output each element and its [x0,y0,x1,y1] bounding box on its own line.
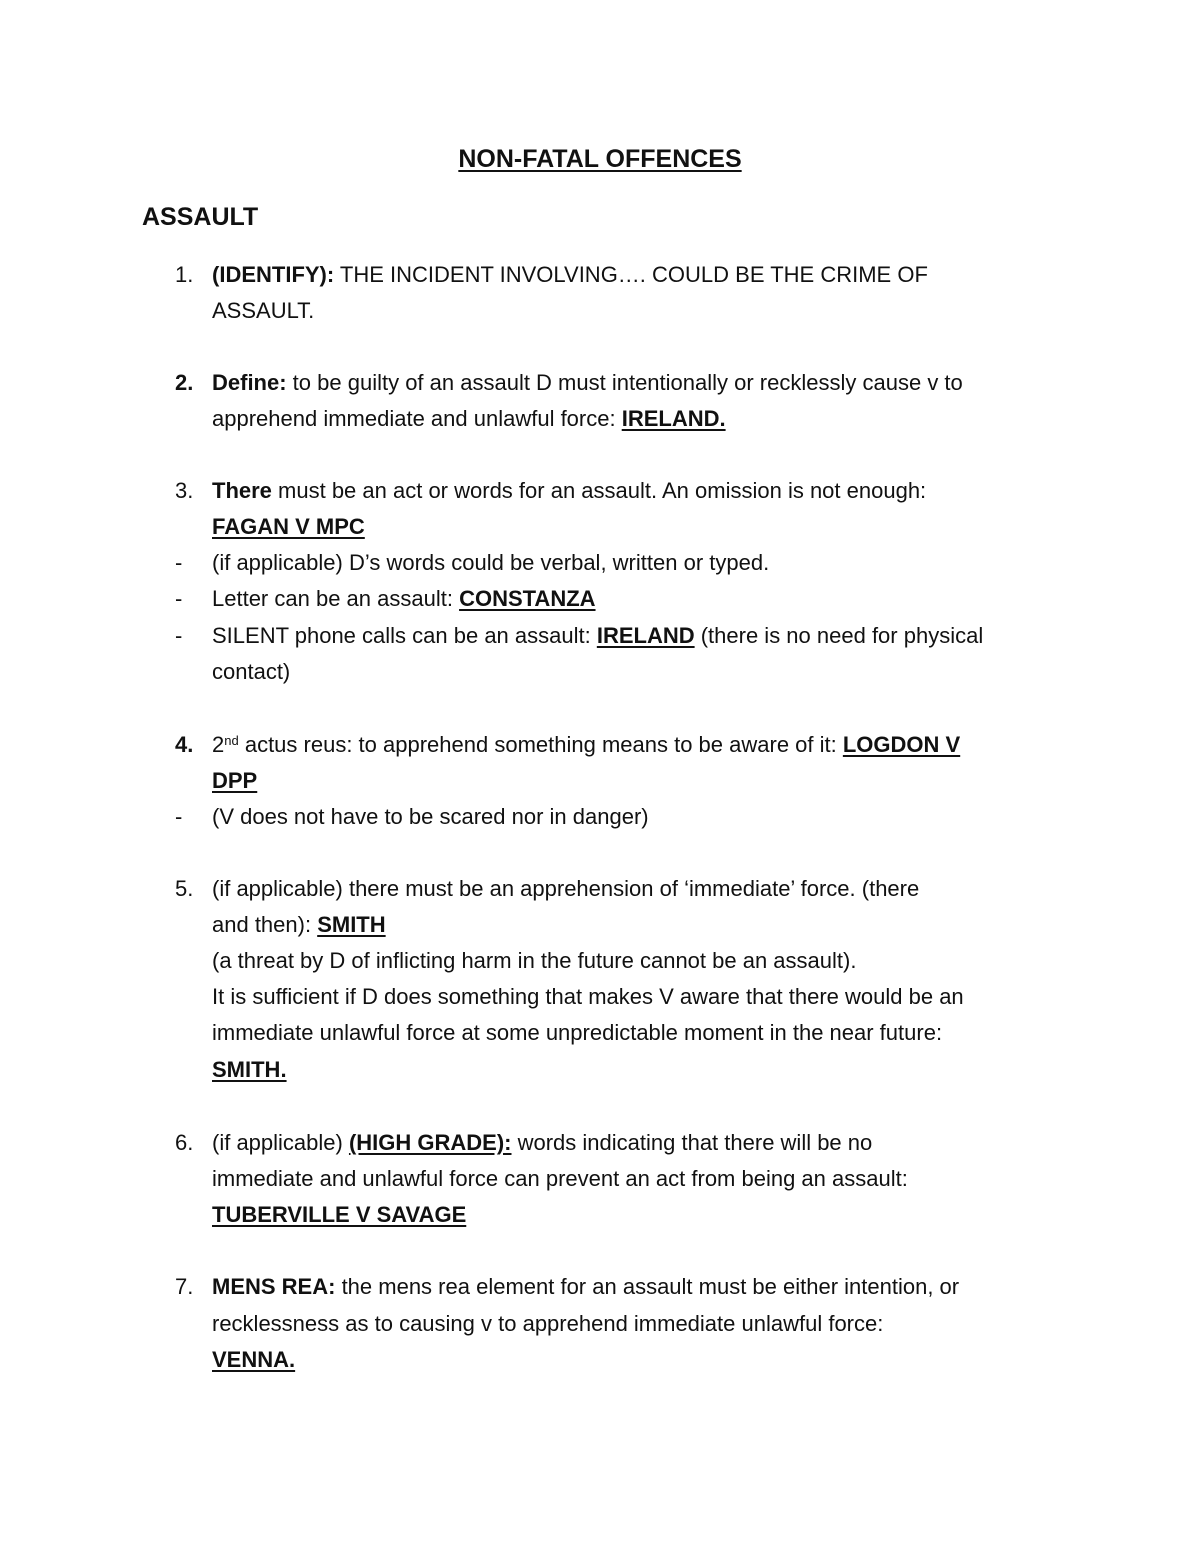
item-number: 4. [175,732,194,757]
item-line: It is sufficient if D does something that makes V aware that there would be an [212,984,964,1009]
document-title: NON-FATAL OFFENCES [458,145,742,173]
item-line [212,512,365,542]
item-number: 2. [175,370,194,395]
item-number: 3. [175,478,194,503]
item-line: ASSAULT. [212,298,315,323]
item-text: (if applicable) [212,1130,349,1155]
bullet-dash: - [175,586,183,611]
ordinal: 2 [212,732,225,757]
item-line [212,1200,466,1230]
case-reference: IRELAND. [621,406,726,431]
item-line [212,1272,959,1302]
item-number: 7. [175,1274,194,1299]
case-reference: DPP [212,768,258,793]
item-line [212,260,928,290]
item-line [212,476,926,506]
item-line: immediate unlawful force at some unpredictable moment in the near future: [212,1020,943,1045]
item-line [212,730,960,760]
bullet-text: (there is no need for physical [694,623,984,648]
item-text: and then): [212,912,318,937]
item-label: MENS REA: [212,1274,336,1299]
item-text: must be an act or words for an assault. An omission is not enough: [271,478,927,503]
item-line [212,1055,287,1085]
bullet-line [212,621,983,651]
item-line: (if applicable) there must be an apprehension of ‘immediate’ force. (there [212,876,920,901]
case-reference: LOGDON V [842,732,961,757]
case-reference: TUBERVILLE V SAVAGE [212,1202,467,1227]
item-line [212,404,726,434]
case-reference: VENNA. [212,1347,296,1372]
case-reference: SMITH [317,912,386,937]
item-text: the mens rea element for an assault must be either intention, or [335,1274,960,1299]
item-text: actus reus: to apprehend something means to be aware of it: [238,732,843,757]
item-line: (a threat by D of inflicting harm in the future cannot be an assault). [212,948,857,973]
bullet-dash: - [175,550,183,575]
item-line [212,1128,872,1158]
item-number: 5. [175,876,194,901]
case-reference: FAGAN V MPC [212,514,365,539]
bullet-dash: - [175,623,183,648]
item-text: words indicating that there will be no [511,1130,873,1155]
section-heading: ASSAULT [142,203,259,231]
item-line [212,1345,295,1375]
item-text: THE INCIDENT INVOLVING…. COULD BE THE CRIME OF [334,262,928,287]
item-label: (HIGH GRADE): [348,1130,512,1155]
item-line [212,766,257,796]
item-number: 1. [175,262,194,287]
bullet-line [212,584,596,614]
bullet-text: contact) [212,659,291,684]
item-line: recklessness as to causing v to apprehend immediate unlawful force: [212,1311,884,1336]
item-text: apprehend immediate and unlawful force: [212,406,622,431]
item-label: There [212,478,272,503]
item-label: Define: [212,370,287,395]
bullet-text: (if applicable) D’s words could be verbal, written or typed. [212,550,770,575]
item-label: (IDENTIFY): [212,262,335,287]
bullet-dash: - [175,804,183,829]
case-reference: IRELAND [596,623,695,648]
bullet-text: SILENT phone calls can be an assault: [212,623,597,648]
item-line [212,910,386,940]
item-text: to be guilty of an assault D must intentionally or recklessly cause v to [286,370,963,395]
case-reference: CONSTANZA [459,586,596,611]
bullet-text: (V does not have to be scared nor in danger) [212,804,649,829]
item-line: immediate and unlawful force can prevent an act from being an assault: [212,1166,908,1191]
item-number: 6. [175,1130,194,1155]
ordinal-suffix: nd [224,733,239,748]
case-reference: SMITH. [212,1057,287,1082]
item-line [212,368,963,398]
bullet-text: Letter can be an assault: [212,586,460,611]
